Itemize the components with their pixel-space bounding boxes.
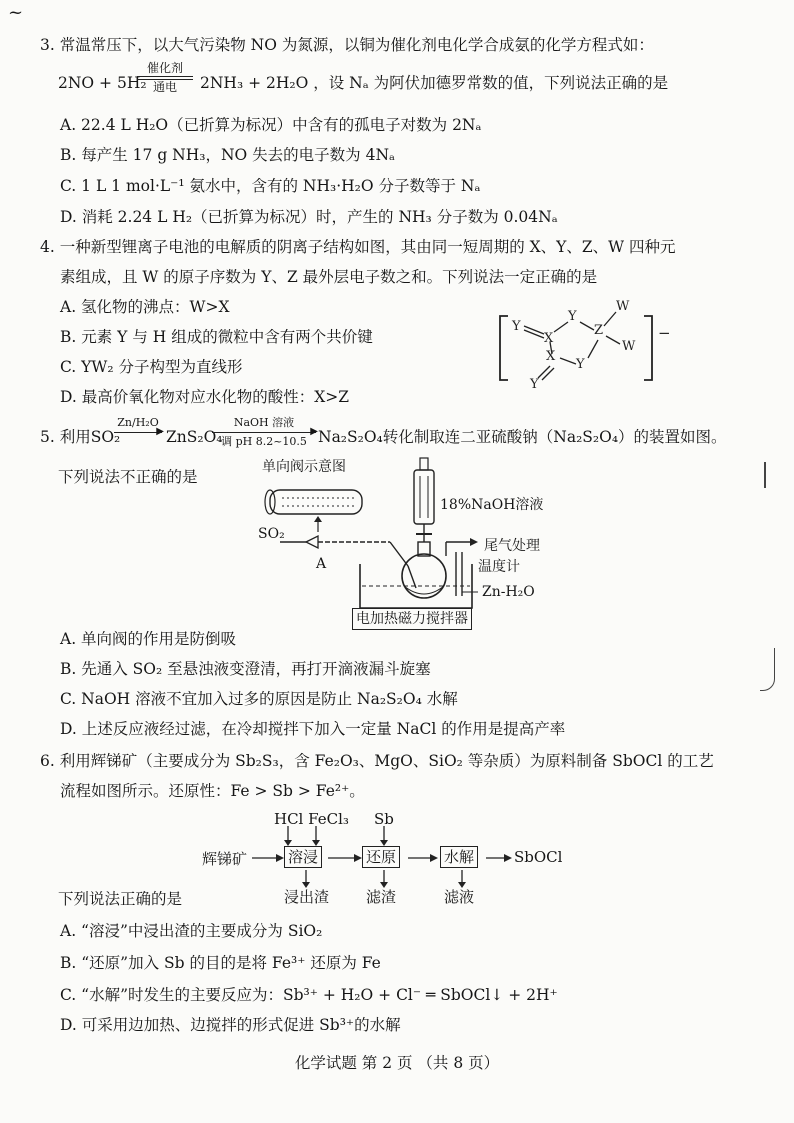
q4-option-a: A. 氢化物的沸点：W>X — [60, 298, 230, 316]
q6-option-b: B. “还原”加入 Sb 的目的是将 Fe³⁺ 还原为 Fe — [60, 954, 381, 972]
q6-option-c: C. “水解”时发生的主要反应为：Sb³⁺ + H₂O + Cl⁻ ═ SbOCl↓ + 2H⁺ — [60, 986, 558, 1004]
q5-option-a: A. 单向阀的作用是防倒吸 — [60, 630, 237, 648]
q4-stem-line2: 素组成，且 W 的原子序数为 Y、Z 最外层电子数之和。下列说法一定正确的是 — [60, 268, 598, 286]
scan-mark — [760, 648, 775, 691]
stirrer-box: 电加热磁力搅拌器 — [352, 608, 472, 630]
q3-option-c: C. 1 L 1 mol·L⁻¹ 氨水中，含有的 NH₃·H₂O 分子数等于 Nₐ — [60, 177, 481, 195]
q4-stem-line1: 4. 一种新型锂离子电池的电解质的阴离子结构如图，其由同一短周期的 X、Y、Z、W 四种元 — [40, 238, 676, 256]
mixture-label: Zn-H₂O — [482, 584, 535, 600]
flow-output-residue: 浸出渣 — [284, 888, 330, 906]
q6-ask: 下列说法正确的是 — [58, 890, 183, 908]
q5-arrow2-below: 调 pH 8.2~10.5 — [221, 435, 307, 448]
flow-output-filter-residue: 滤渣 — [366, 888, 397, 906]
q6-stem-line2: 流程如图所示。还原性：Fe > Sb > Fe²⁺。 — [60, 782, 365, 800]
q5-option-d: D. 上述反应液经过滤，在冷却搅拌下加入一定量 NaCl 的作用是提高产率 — [60, 720, 566, 738]
q5-arrow1-above: Zn/H₂O — [117, 416, 159, 429]
flow-raw-material: 辉锑矿 — [202, 850, 248, 868]
q5-option-b: B. 先通入 SO₂ 至悬浊液变澄清，再打开滴液漏斗旋塞 — [60, 660, 431, 678]
flow-step-leach: 溶浸 — [284, 846, 322, 868]
q3-arrow-below: 通电 — [152, 80, 177, 94]
q3-equation-arrow — [137, 62, 193, 94]
q4-option-b: B. 元素 Y 与 H 组成的微粒中含有两个共价键 — [60, 328, 373, 346]
q3-equation-left: 2NO + 5H₂ — [58, 74, 147, 92]
flow-input-sb: Sb — [374, 810, 394, 828]
flow-output-filtrate: 滤液 — [444, 888, 475, 906]
page-footer: 化学试题 第 2 页 （共 8 页） — [294, 1054, 500, 1072]
valve-schematic-title: 单向阀示意图 — [262, 459, 346, 475]
exhaust-label: 尾气处理 — [484, 538, 540, 554]
q4-option-d: D. 最高价氧化物对应水化物的酸性：X>Z — [60, 388, 350, 406]
atom-w: W — [622, 339, 636, 354]
flow-product: SbOCl — [514, 848, 563, 866]
flow-step-reduce: 还原 — [362, 846, 400, 868]
q3-option-a: A. 22.4 L H₂O（已折算为标况）中含有的孤电子对数为 2Nₐ — [60, 116, 482, 134]
q3-arrow-above: 催化剂 — [146, 61, 183, 75]
flow-step-hydrolysis: 水解 — [440, 846, 478, 868]
q3-equation-right: 2NH₃ + 2H₂O ，设 Nₐ 为阿伏加德罗常数的值，下列说法正确的是 — [200, 74, 669, 92]
valve-a-label: A — [316, 556, 327, 572]
atom-w: W — [616, 299, 630, 314]
q5-arrow2-above: NaOH 溶液 — [233, 416, 295, 429]
thermometer-label: 温度计 — [478, 559, 520, 575]
q5-option-c: C. NaOH 溶液不宜加入过多的原因是防止 Na₂S₂O₄ 水解 — [60, 690, 458, 708]
atom-y: Y — [568, 309, 577, 324]
q6-stem-line1: 6. 利用辉锑矿（主要成分为 Sb₂S₃，含 Fe₂O₃、MgO、SiO₂ 等杂质）为原料制备 SbOCl 的工艺 — [40, 752, 714, 770]
q3-option-d: D. 消耗 2.24 L H₂（已折算为标况）时，产生的 NH₃ 分子数为 0.04Nₐ — [60, 208, 558, 226]
q5-mid-compound: ZnS₂O₄ — [166, 428, 223, 446]
so2-inlet-label: SO₂ — [258, 526, 285, 542]
atom-x: X — [544, 331, 554, 346]
q3-option-b: B. 每产生 17 g NH₃，NO 失去的电子数为 4Nₐ — [60, 146, 395, 164]
q3-stem: 3. 常温常压下，以大气污染物 NO 为氮源，以铜为催化剂电化学合成氨的化学方程式如： — [40, 36, 654, 54]
q5-arrow2: NaOH 溶液 ▶ 调 pH 8.2~10.5 — [212, 417, 316, 449]
atom-y: Y — [530, 377, 539, 392]
q5-stem-end: Na₂S₂O₄转化制取连二亚硫酸钠（Na₂S₂O₄）的装置如图。 — [318, 428, 727, 446]
q5-ask: 下列说法不正确的是 — [58, 468, 198, 486]
atom-x: X — [546, 349, 556, 364]
q4-option-c: C. YW₂ 分子构型为直线形 — [60, 358, 243, 376]
atom-y: Y — [576, 357, 585, 372]
q5-arrow1: Zn/H₂O ▶ — [114, 417, 162, 433]
atom-y: Y — [512, 319, 521, 334]
q5-stem-start: 5. 利用SO₂ — [40, 428, 121, 446]
q6-option-a: A. “溶浸”中浸出渣的主要成分为 SiO₂ — [60, 922, 323, 940]
flow-input-reagents: HCl FeCl₃ — [274, 810, 349, 828]
anion-charge: − — [658, 324, 671, 342]
atom-z: Z — [594, 323, 604, 338]
anion-structure-diagram — [494, 296, 678, 400]
funnel-label: 18%NaOH溶液 — [440, 497, 544, 513]
q6-option-d: D. 可采用边加热、边搅拌的形式促进 Sb³⁺的水解 — [60, 1016, 401, 1034]
scan-mark — [764, 462, 766, 488]
corner-mark: ~ — [8, 2, 24, 23]
